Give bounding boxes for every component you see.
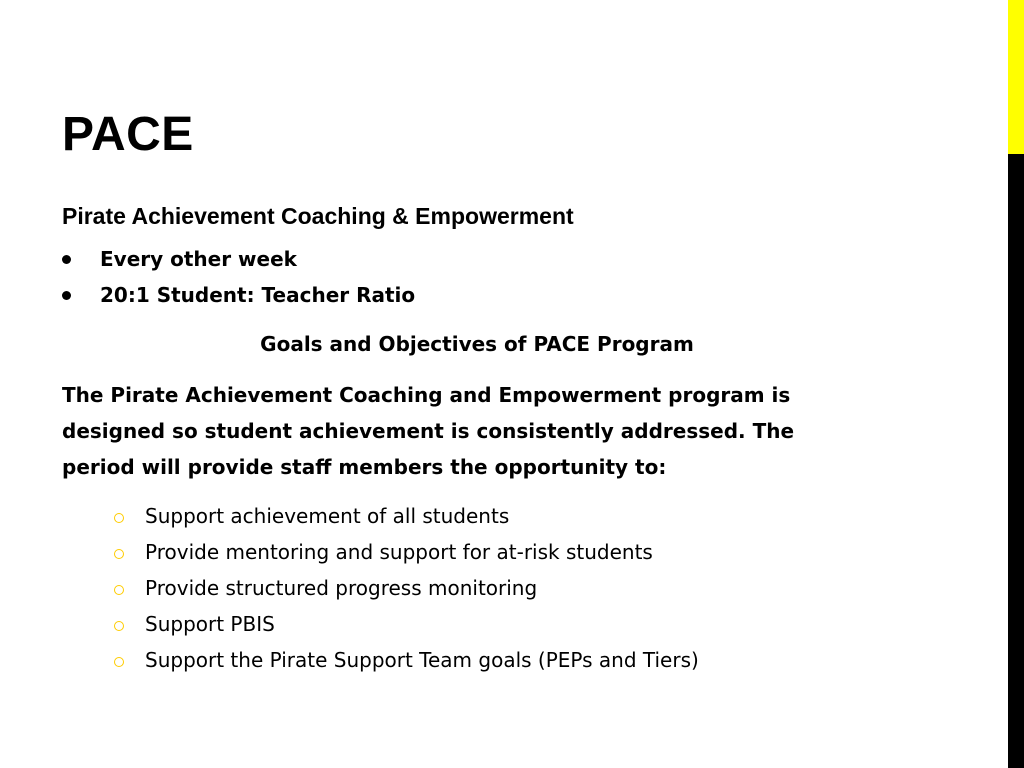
slide-title: PACE xyxy=(62,108,194,161)
hollow-circle-icon xyxy=(114,513,124,523)
bullet-item xyxy=(62,279,415,315)
bullet-list xyxy=(62,243,415,315)
objective-text: Provide mentoring and support for at-risk students xyxy=(145,540,653,564)
objective-item xyxy=(112,536,699,572)
objective-item xyxy=(112,608,699,644)
bullet-item xyxy=(62,243,415,279)
accent-bar-yellow xyxy=(1008,0,1024,154)
objective-item xyxy=(112,500,699,536)
objective-item xyxy=(112,644,699,680)
hollow-circle-icon xyxy=(114,621,124,631)
objectives-list xyxy=(112,500,699,680)
objective-text: Support PBIS xyxy=(145,612,275,636)
objective-text: Provide structured progress monitoring xyxy=(145,576,538,600)
hollow-circle-icon xyxy=(114,657,124,667)
hollow-circle-icon xyxy=(114,585,124,595)
goals-heading: Goals and Objectives of PACE Program xyxy=(260,332,694,356)
objective-item xyxy=(112,572,699,608)
intro-paragraph: The Pirate Achievement Coaching and Empowerment program is designed so student achievement is consistently addressed. The period will provide staff members the opportunity to: xyxy=(62,383,795,479)
accent-bar-black xyxy=(1008,154,1024,768)
bullet-text: 20:1 Student: Teacher Ratio xyxy=(100,283,416,307)
bullet-text: Every other week xyxy=(100,247,297,271)
slide-subtitle: Pirate Achievement Coaching & Empowerment xyxy=(62,203,574,229)
bullet-dot-icon xyxy=(62,255,71,264)
objective-text: Support achievement of all students xyxy=(145,504,510,528)
bullet-dot-icon xyxy=(62,291,71,300)
hollow-circle-icon xyxy=(114,549,124,559)
objective-text: Support the Pirate Support Team goals (PEPs and Tiers) xyxy=(145,648,699,672)
